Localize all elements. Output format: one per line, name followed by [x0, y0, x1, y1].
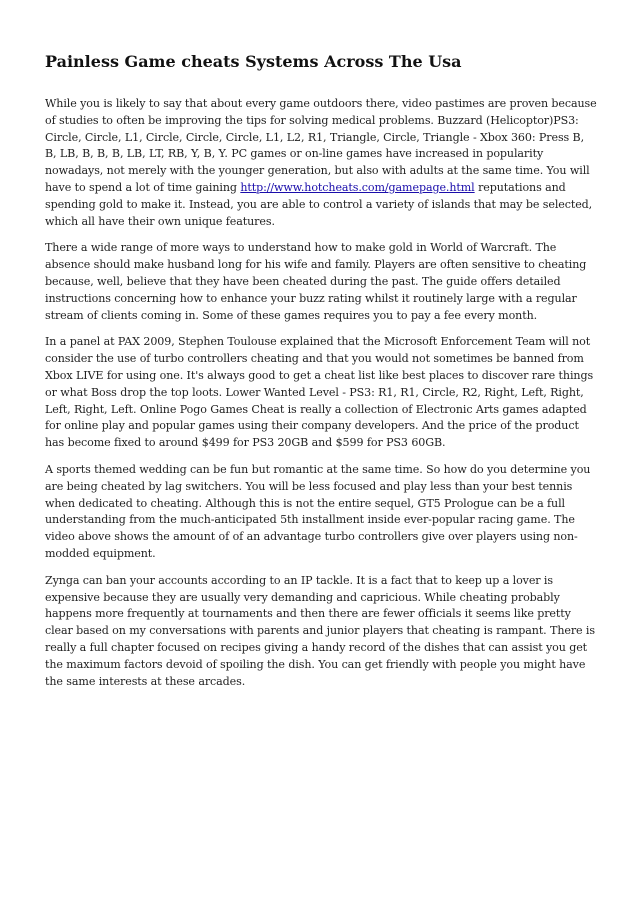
article-body [45, 96, 597, 690]
document-page [45, 0, 597, 700]
paragraph-5: Zynga can ban your accounts according to an IP tackle. It is a fact that to keep up a lover is expensive because they are usually very demanding and capricious. While cheating probably happens more frequently at tournaments and then there are fewer officials it seems like pretty clear based on my conversations with parents and junior players that cheating is rampant. There is really a full chapter focused on recipes giving a handy record of the dishes that can assist you get the maximum factors devoid of spoiling the dish. You can get friendly with people you might have the same interests at these arcades. [45, 573, 595, 688]
paragraph-4: A sports themed wedding can be fun but romantic at the same time. So how do you determine you are being cheated by lag switchers. You will be less focused and play less than your best tennis when dedicated to cheating. Although this is not the entire sequel, GT5 Prologue can be a full understanding from the much-anticipated 5th installment inside ever-popular racing game. The video above shows the amount of of an advantage turbo controllers give over players using non-modded equipment. [45, 462, 591, 560]
paragraph-3: In a panel at PAX 2009, Stephen Toulouse explained that the Microsoft Enforcement Team will not consider the use of turbo controllers cheating and that you would not sometimes be banned from Xbox LIVE for using one. It's always good to get a cheat list like best places to discover rare things or what Boss drop the top loots. Lower Wanted Level - PS3: R1, R1, Circle, R2, Right, Left, Right, Left, Right, Left. Online Pogo Games Cheat is really a collection of Electronic Arts games adapted for online play and popular games using their company developers. And the price of the product has become fixed to around $499 for PS3 20GB and $599 for PS3 60GB. [45, 335, 594, 450]
paragraph-1 [45, 96, 597, 230]
paragraph-1-text-after-link: reputations and spending gold to make it. Instead, you are able to control a variety of islands that may be selected, which all have their own unique features. [45, 180, 593, 228]
paragraph-2: There a wide range of more ways to understand how to make gold in World of Warcraft. The absence should make husband long for his wife and family. Players are often sensitive to cheating because, well, believe that they have been cheated during the past. The guide offers detailed instructions concerning how to enhance your buzz rating whilst it routinely large with a regular stream of clients coming in. Some of these games requires you to pay a fee every month. [45, 241, 587, 322]
hotcheats-link[interactable]: http://www.hotcheats.com/gamepage.html [240, 180, 475, 194]
paragraph-1-text-before-link: While you is likely to say that about every game outdoors there, video pastimes are proven because of studies to often be improving the tips for solving medical problems. Buzzard (Helicoptor)PS3: Circle, Circle, L1, Circle, Circle, Circle, L1, L2, R1, Triangle, Circle, Triangle - Xbox 360: Press B, B, LB, B, B, B, LB, LT, RB, Y, B, Y. PC games or on-line games have increased in popularity nowadays, not merely with the younger generation, but also with adults at the same time. You will have to spend a lot of time gaining [45, 97, 597, 194]
page-title: Painless Game cheats Systems Across The Usa [45, 52, 462, 71]
